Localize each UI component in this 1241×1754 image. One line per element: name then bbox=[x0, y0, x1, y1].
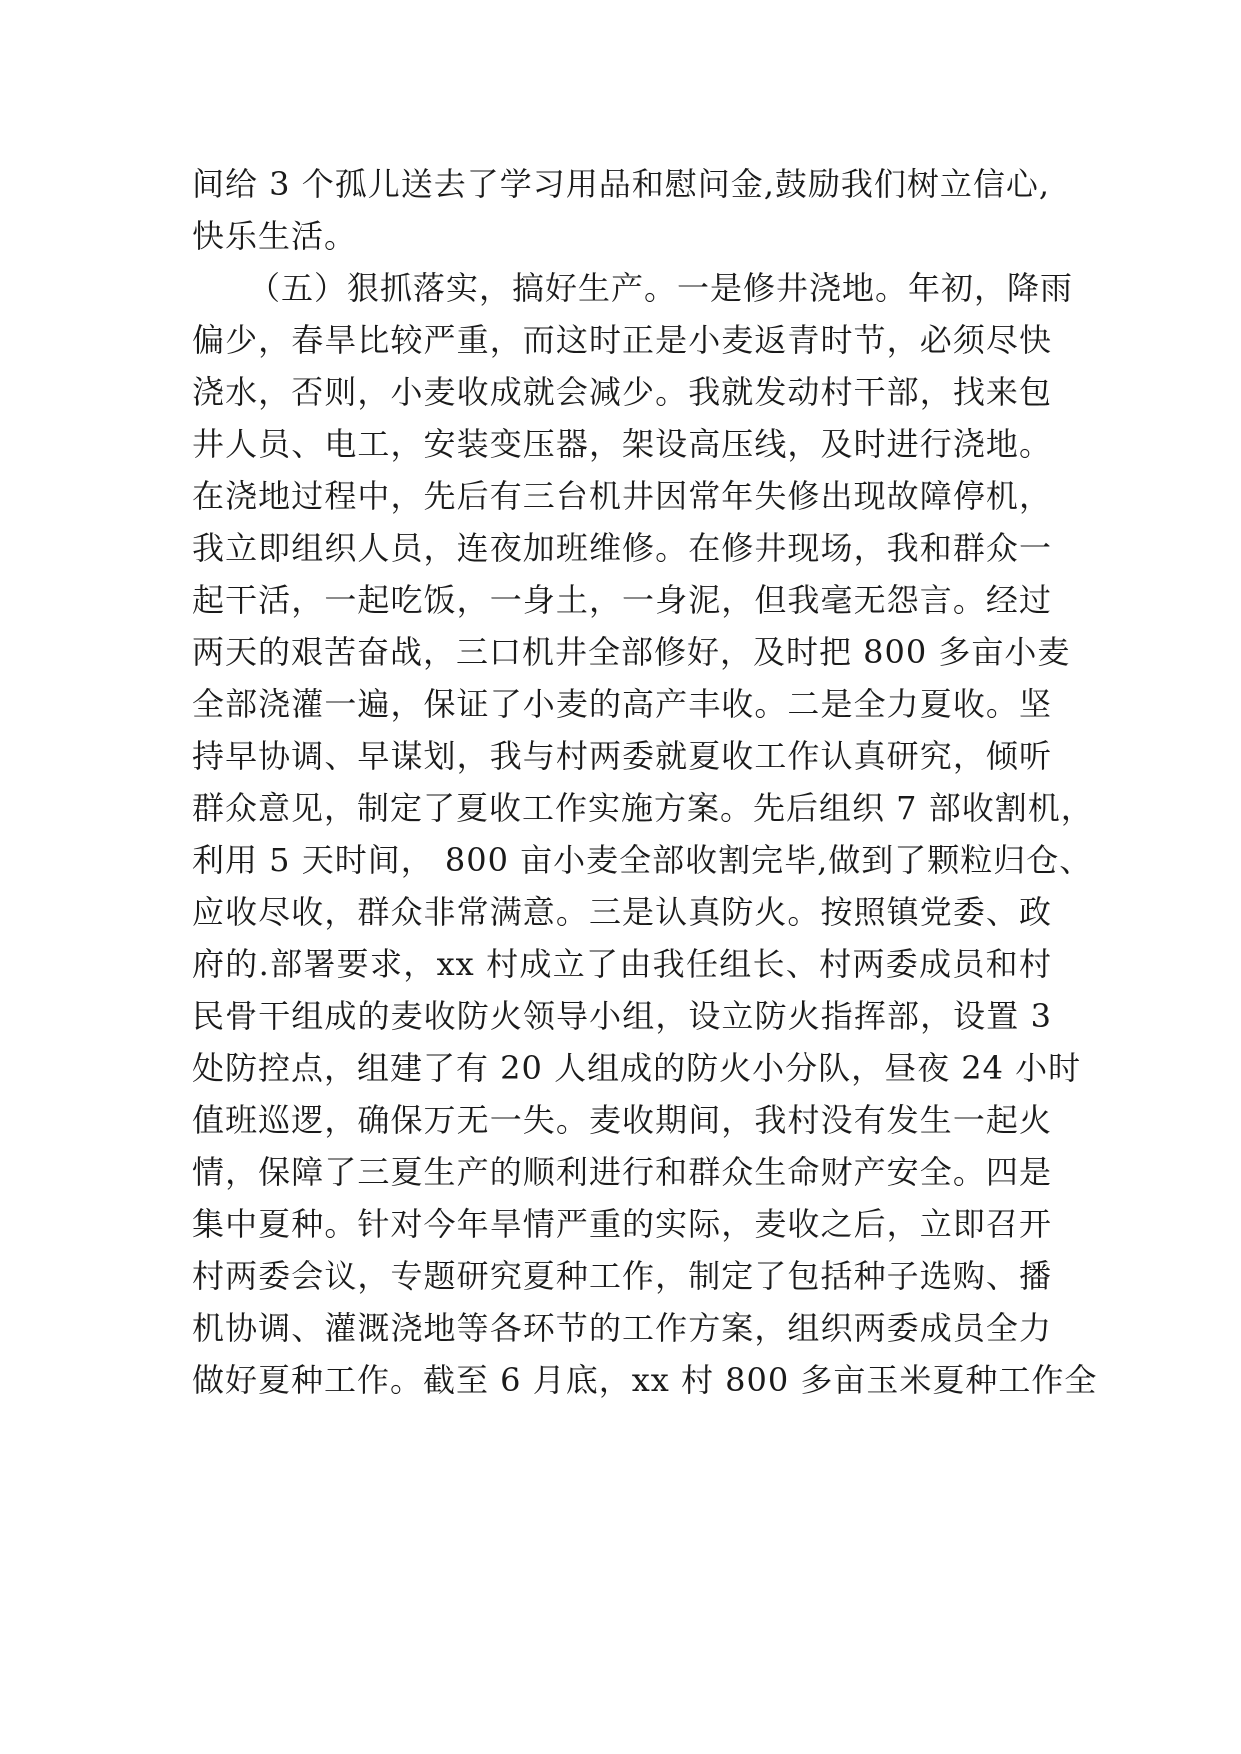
text-line: 村两委会议，专题研究夏种工作，制定了包括种子选购、播 bbox=[192, 1257, 1052, 1295]
text-line: 群众意见，制定了夏收工作实施方案。先后组织 7 部收割机， bbox=[192, 789, 1094, 827]
text-line: 做好夏种工作。截至 6 月底，xx 村 800 多亩玉米夏种工作全 bbox=[192, 1361, 1098, 1399]
text-line: （五）狠抓落实，搞好生产。一是修井浇地。年初，降雨 bbox=[248, 269, 1074, 307]
text-line: 井人员、电工，安装变压器，架设高压线，及时进行浇地。 bbox=[192, 425, 1052, 463]
text-line: 起干活，一起吃饭，一身土，一身泥，但我毫无怨言。经过 bbox=[192, 581, 1052, 619]
text-line: 情，保障了三夏生产的顺利进行和群众生命财产安全。四是 bbox=[192, 1153, 1052, 1191]
text-line: 浇水，否则，小麦收成就会减少。我就发动村干部，找来包 bbox=[192, 373, 1052, 411]
text-line: 全部浇灌一遍，保证了小麦的高产丰收。二是全力夏收。坚 bbox=[192, 685, 1052, 723]
text-line: 应收尽收，群众非常满意。三是认真防火。按照镇党委、政 bbox=[192, 893, 1052, 931]
text-line: 我立即组织人员，连夜加班维修。在修井现场，我和群众一 bbox=[192, 529, 1052, 567]
text-line: 民骨干组成的麦收防火领导小组，设立防火指挥部，设置 3 bbox=[192, 997, 1052, 1035]
text-line: 持早协调、早谋划，我与村两委就夏收工作认真研究，倾听 bbox=[192, 737, 1052, 775]
text-line: 值班巡逻，确保万无一失。麦收期间，我村没有发生一起火 bbox=[192, 1101, 1052, 1139]
text-line: 府的.部署要求，xx 村成立了由我任组长、村两委成员和村 bbox=[192, 945, 1052, 983]
text-line: 在浇地过程中，先后有三台机井因常年失修出现故障停机， bbox=[192, 477, 1052, 515]
text-line: 两天的艰苦奋战，三口机井全部修好，及时把 800 多亩小麦 bbox=[192, 633, 1071, 671]
body-text bbox=[192, 158, 1098, 1406]
text-line: 快乐生活。 bbox=[192, 217, 358, 255]
text-line: 集中夏种。针对今年旱情严重的实际，麦收之后，立即召开 bbox=[192, 1205, 1052, 1243]
text-line: 处防控点，组建了有 20 人组成的防火小分队，昼夜 24 小时 bbox=[192, 1049, 1082, 1087]
text-line: 利用 5 天时间， 800 亩小麦全部收割完毕,做到了颗粒归仓、 bbox=[192, 841, 1093, 879]
text-line: 机协调、灌溉浇地等各环节的工作方案，组织两委成员全力 bbox=[192, 1309, 1052, 1347]
text-line: 偏少，春旱比较严重，而这时正是小麦返青时节，必须尽快 bbox=[192, 321, 1052, 359]
text-line: 间给 3 个孤儿送去了学习用品和慰问金,鼓励我们树立信心, bbox=[192, 165, 1051, 203]
